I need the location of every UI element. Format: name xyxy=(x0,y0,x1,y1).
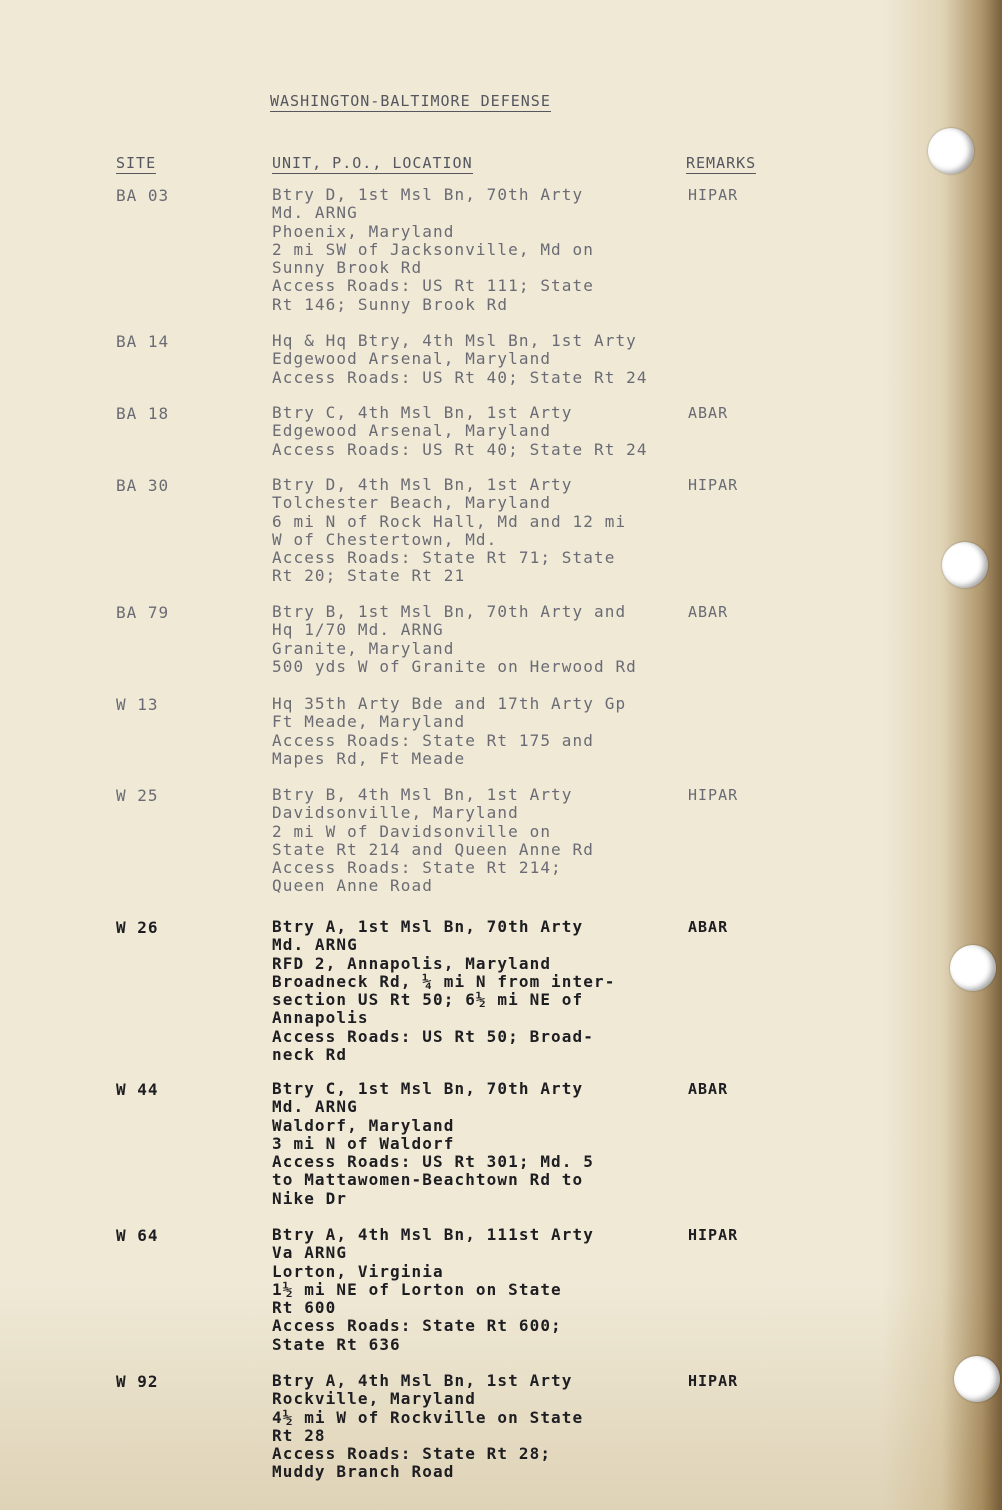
entry-line: Waldorf, Maryland xyxy=(272,1115,455,1135)
entry-line: Ft Meade, Maryland xyxy=(272,712,466,732)
entry-line: Btry A, 4th Msl Bn, 111st Arty xyxy=(272,1225,594,1244)
entry-line: Md. ARNG xyxy=(272,203,358,223)
entry-line: Davidsonville, Maryland xyxy=(272,803,519,823)
entry-line: Sunny Brook Rd xyxy=(272,258,423,278)
site-code: W 64 xyxy=(116,1226,159,1245)
entry-line: Phoenix, Maryland xyxy=(272,221,455,241)
header-site: SITE xyxy=(116,154,157,172)
entry-line: section US Rt 50; 6½ mi NE of xyxy=(272,990,584,1010)
entry-line: 2 mi SW of Jacksonville, Md on xyxy=(272,239,594,259)
site-code: W 92 xyxy=(116,1372,159,1391)
entry-line: Btry D, 1st Msl Bn, 70th Arty xyxy=(272,185,584,204)
site-code: W 13 xyxy=(116,695,159,714)
site-code: BA 79 xyxy=(116,603,170,622)
entry-line: 6 mi N of Rock Hall, Md and 12 mi xyxy=(272,511,627,531)
entry-line: Btry B, 4th Msl Bn, 1st Arty xyxy=(272,785,573,804)
entry-line: Access Roads: State Rt 28; xyxy=(272,1444,552,1464)
entry-line: Access Roads: US Rt 40; State Rt 24 xyxy=(272,367,648,387)
remark: ABAR xyxy=(688,404,729,422)
header-remarks: REMARKS xyxy=(686,154,757,172)
site-code: BA 30 xyxy=(116,476,170,495)
entry-line: Va ARNG xyxy=(272,1243,348,1263)
entry-line: Access Roads: State Rt 71; State xyxy=(272,548,616,568)
unit-location xyxy=(272,1080,594,1208)
punch-hole-3 xyxy=(950,945,996,991)
entry-line: Lorton, Virginia xyxy=(272,1261,444,1281)
entry-line: State Rt 636 xyxy=(272,1334,401,1354)
unit-location xyxy=(272,1372,583,1482)
unit-location xyxy=(272,695,626,768)
unit-location xyxy=(272,476,626,586)
entry-line: Access Roads: State Rt 600; xyxy=(272,1316,562,1336)
entry-line: 3 mi N of Waldorf xyxy=(272,1133,455,1153)
entry-line: Rockville, Maryland xyxy=(272,1389,476,1409)
entry-line: to Mattawomen-Beachtown Rd to xyxy=(272,1170,584,1190)
entry-line: Mapes Rd, Ft Meade xyxy=(272,748,466,768)
unit-location xyxy=(272,1226,594,1354)
entry-line: Hq 35th Arty Bde and 17th Arty Gp xyxy=(272,694,627,713)
punch-hole-4 xyxy=(954,1356,1000,1402)
entry-line: neck Rd xyxy=(272,1045,348,1065)
unit-location xyxy=(272,404,648,459)
entry-line: Btry B, 1st Msl Bn, 70th Arty and xyxy=(272,602,627,621)
entry-line: Access Roads: US Rt 40; State Rt 24 xyxy=(272,439,648,459)
entry-line: Md. ARNG xyxy=(272,935,358,955)
remark: ABAR xyxy=(688,1080,729,1098)
entry-line: Muddy Branch Road xyxy=(272,1462,455,1482)
entry-line: Rt 146; Sunny Brook Rd xyxy=(272,294,509,314)
remark: HIPAR xyxy=(688,186,739,204)
entry-line: Md. ARNG xyxy=(272,1097,358,1117)
entry-line: Access Roads: US Rt 301; Md. 5 xyxy=(272,1152,594,1172)
entry-line: Rt 20; State Rt 21 xyxy=(272,566,466,586)
remark: HIPAR xyxy=(688,1226,739,1244)
entry-line: Annapolis xyxy=(272,1008,369,1028)
entry-line: Queen Anne Road xyxy=(272,876,433,896)
punch-hole-1 xyxy=(928,128,974,174)
remark: ABAR xyxy=(688,918,729,936)
entry-line: Hq 1/70 Md. ARNG xyxy=(272,620,444,640)
entry-line: Btry A, 4th Msl Bn, 1st Arty xyxy=(272,1371,573,1390)
entry-line: Access Roads: US Rt 50; Broad- xyxy=(272,1026,594,1046)
entry-line: W of Chestertown, Md. xyxy=(272,529,498,549)
entry-line: Nike Dr xyxy=(272,1188,348,1208)
entry-line: Hq & Hq Btry, 4th Msl Bn, 1st Arty xyxy=(272,331,637,350)
entry-line: 500 yds W of Granite on Herwood Rd xyxy=(272,656,637,676)
entry-line: Edgewood Arsenal, Maryland xyxy=(272,421,552,441)
document-title: WASHINGTON-BALTIMORE DEFENSE xyxy=(270,92,551,110)
site-code: W 26 xyxy=(116,918,159,937)
entry-line: Btry A, 1st Msl Bn, 70th Arty xyxy=(272,917,584,936)
entry-line: Edgewood Arsenal, Maryland xyxy=(272,349,552,369)
unit-location xyxy=(272,918,615,1064)
entry-line: Btry C, 4th Msl Bn, 1st Arty xyxy=(272,403,573,422)
entry-line: State Rt 214 and Queen Anne Rd xyxy=(272,839,594,859)
punch-hole-2 xyxy=(942,542,988,588)
entry-line: Granite, Maryland xyxy=(272,638,455,658)
entry-line: Rt 28 xyxy=(272,1425,326,1445)
remark: HIPAR xyxy=(688,1372,739,1390)
entry-line: Btry D, 4th Msl Bn, 1st Arty xyxy=(272,475,573,494)
entry-line: Broadneck Rd, ¼ mi N from inter- xyxy=(272,971,616,991)
entry-line: Access Roads: US Rt 111; State xyxy=(272,276,594,296)
entry-line: RFD 2, Annapolis, Maryland xyxy=(272,953,552,973)
unit-location xyxy=(272,603,637,676)
header-unit: UNIT, P.O., LOCATION xyxy=(272,154,473,172)
remark: HIPAR xyxy=(688,786,739,804)
site-code: W 44 xyxy=(116,1080,159,1099)
remark: HIPAR xyxy=(688,476,739,494)
entry-line: 2 mi W of Davidsonville on xyxy=(272,821,552,841)
entry-line: Rt 600 xyxy=(272,1298,337,1318)
entry-line: 1½ mi NE of Lorton on State xyxy=(272,1279,562,1299)
entry-line: Access Roads: State Rt 214; xyxy=(272,858,562,878)
entry-line: Access Roads: State Rt 175 and xyxy=(272,730,594,750)
remark: ABAR xyxy=(688,603,729,621)
unit-location xyxy=(272,332,648,387)
unit-location xyxy=(272,786,594,896)
entry-line: Tolchester Beach, Maryland xyxy=(272,493,552,513)
site-code: BA 18 xyxy=(116,404,170,423)
site-code: BA 14 xyxy=(116,332,170,351)
site-code: BA 03 xyxy=(116,186,170,205)
unit-location xyxy=(272,186,594,314)
entry-line: 4½ mi W of Rockville on State xyxy=(272,1407,584,1427)
site-code: W 25 xyxy=(116,786,159,805)
entry-line: Btry C, 1st Msl Bn, 70th Arty xyxy=(272,1079,584,1098)
